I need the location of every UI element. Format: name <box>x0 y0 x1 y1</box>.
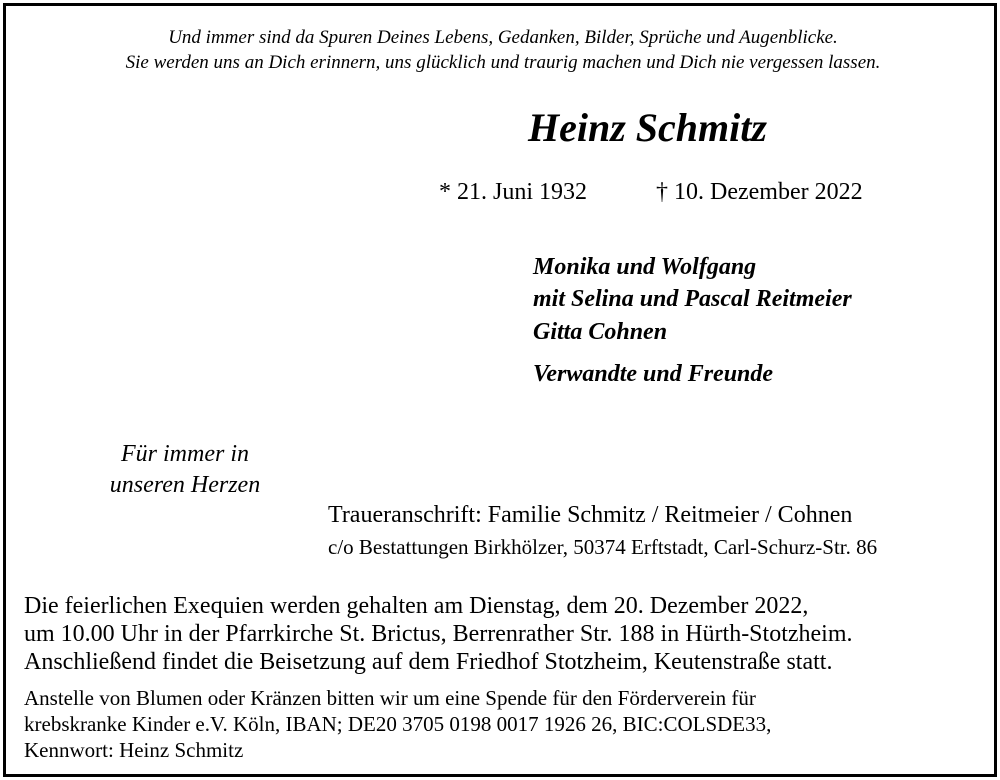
service-info-line: Anschließend findet die Beisetzung auf dem Friedhof Stotzheim, Keutenstraße statt. <box>24 649 833 675</box>
mourner-line: Monika und Wolfgang <box>533 254 757 280</box>
donation-info-line: Anstelle von Blumen oder Kränzen bitten wir um eine Spende für den Förderverein für <box>24 686 756 710</box>
mourning-address: Traueranschrift: Familie Schmitz / Reitmeier / Cohnen <box>328 502 853 528</box>
mourner-line: Gitta Cohnen <box>533 319 668 345</box>
mourner-line: Verwandte und Freunde <box>533 361 774 387</box>
service-info-line: Die feierlichen Exequien werden gehalten am Dienstag, dem 20. Dezember 2022, <box>24 593 809 619</box>
death-date: † 10. Dezember 2022 <box>656 179 863 205</box>
dedication-line-1: Für immer in <box>121 441 249 467</box>
birth-date: * 21. Juni 1932 <box>439 179 588 205</box>
mourner-line: mit Selina und Pascal Reitmeier <box>533 286 852 312</box>
mourning-address-detail: c/o Bestattungen Birkhölzer, 50374 Erftstadt, Carl-Schurz-Str. 86 <box>328 535 878 559</box>
donation-info-line: Kennwort: Heinz Schmitz <box>24 738 244 762</box>
deceased-name: Heinz Schmitz <box>528 105 767 150</box>
service-info-line: um 10.00 Uhr in der Pfarrkirche St. Brictus, Berrenrather Str. 188 in Hürth-Stotzheim. <box>24 621 853 647</box>
verse-line-1: Und immer sind da Spuren Deines Lebens, Gedanken, Bilder, Sprüche und Augenblicke. <box>168 27 838 48</box>
obituary-notice <box>3 3 997 777</box>
verse-line-2: Sie werden uns an Dich erinnern, uns glücklich und traurig machen und Dich nie vergessen lassen. <box>125 52 881 73</box>
donation-info-line: krebskranke Kinder e.V. Köln, IBAN; DE20 3705 0198 0017 1926 26, BIC:COLSDE33, <box>24 712 772 736</box>
dedication-line-2: unseren Herzen <box>109 472 261 498</box>
